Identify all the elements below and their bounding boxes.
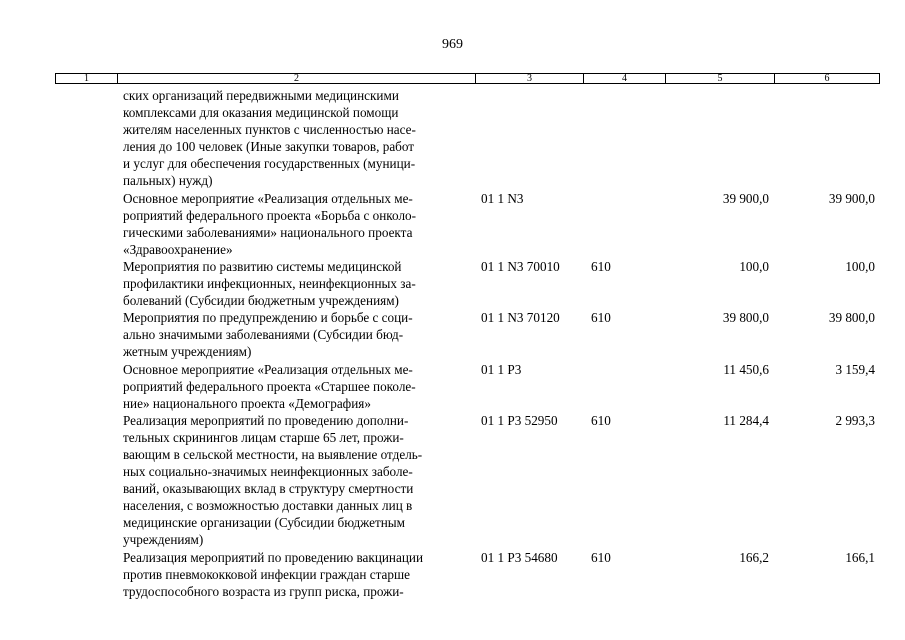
- table-cell-code: [475, 87, 583, 190]
- column-header-5: 5: [666, 74, 775, 83]
- table-cell-name: Мероприятия по предупреждению и борьбе с соци- ально значимыми заболеваниями (Субсидии бюд- жетным учреждениям): [123, 310, 413, 360]
- table-cell-sum1: 11 450,6: [723, 361, 769, 377]
- table-cell-code: 01 1 N3: [481, 190, 524, 206]
- table-cell-sum2: [774, 87, 880, 190]
- table-cell-sum1: 166,2: [739, 549, 769, 565]
- table-cell-sum1: [665, 87, 774, 190]
- table-cell-name: ских организаций передвижными медицинскими комплексами для оказания медицинской помощи жителям населенных пунктов с численностью насе- ления до 100 человек (Иные закупки товаров, работ и услуг для обеспечения государственных (муници- пальных) нужд): [123, 88, 416, 189]
- table-cell-name: Основное мероприятие «Реализация отдельных ме- роприятий федерального проекта «Борьба с онколо- гическими заболеваниями» национального проекта «Здравоохранение»: [123, 190, 417, 257]
- table-cell-sum2: 2 993,3: [835, 412, 875, 428]
- table-cell-sum2: 39 800,0: [828, 310, 875, 326]
- table-cell-empty: [55, 87, 117, 190]
- table-row: [55, 549, 880, 600]
- table-cell-sum1: 39 800,0: [722, 310, 769, 326]
- table-cell-sum1: 100,0: [739, 258, 769, 274]
- table-cell-code: 01 1 P3 52950: [481, 412, 558, 428]
- table-cell-sum2: 39 900,0: [828, 190, 875, 206]
- table-cell-type: 610: [591, 549, 611, 565]
- table-cell-type: 610: [591, 258, 611, 274]
- table-cell-type: 610: [591, 310, 611, 326]
- column-header-1: 1: [56, 74, 118, 83]
- table-cell-name: Основное мероприятие «Реализация отдельных ме- роприятий федерального проекта «Старшее поколе- ние» национального проекта «Демография»: [123, 361, 416, 411]
- table-cell-empty: [55, 361, 117, 412]
- table-cell-empty: [55, 258, 117, 309]
- table-row: [55, 361, 880, 412]
- table-cell-code: 01 1 N3 70120: [481, 310, 560, 326]
- table-header-row: [55, 73, 880, 84]
- table-body: [55, 87, 880, 600]
- page-number: 969: [442, 37, 463, 52]
- table-cell-type: [583, 361, 665, 412]
- table-cell-sum2: 166,1: [845, 549, 875, 565]
- table-row: [55, 412, 880, 549]
- table-cell-empty: [55, 549, 117, 600]
- table-cell-type: [583, 87, 665, 190]
- column-header-4: 4: [584, 74, 666, 83]
- table-cell-sum1: 11 284,4: [723, 412, 769, 428]
- table-cell-name: Мероприятия по развитию системы медицинской профилактики инфекционных, неинфекционных за- болеваний (Субсидии бюджетным учреждениям): [123, 258, 416, 309]
- table-cell-sum2: 100,0: [845, 258, 875, 274]
- table-cell-name: Реализация мероприятий по проведению дополни- тельных скринингов лицам старше 65 лет, прожи- вающим в сельской местности, на выявление отдель- ных социально-значимых неинфекционных заболе- ваний, оказывающих вклад в структуру смертности населения, с возможностью доставки данных лиц в медицинские организации (Субсидии бюджетным учреждениям): [123, 412, 423, 548]
- table-cell-code: 01 1 P3 54680: [481, 549, 558, 565]
- table-cell-empty: [55, 412, 117, 549]
- table-row: [55, 258, 880, 309]
- table-cell-code: 01 1 P3: [481, 361, 522, 377]
- column-header-2: 2: [118, 74, 476, 83]
- table-cell-type: 610: [591, 412, 611, 428]
- table-cell-sum1: 39 900,0: [722, 190, 769, 206]
- table-row: [55, 190, 880, 258]
- table-cell-code: 01 1 N3 70010: [481, 258, 560, 274]
- column-header-3: 3: [476, 74, 584, 83]
- column-header-6: 6: [824, 73, 830, 84]
- table-cell-name: Реализация мероприятий по проведению вакцинации против пневмококковой инфекции граждан старше трудоспособного возраста из групп риска, прожи-: [123, 549, 424, 599]
- table-cell-empty: [55, 309, 117, 360]
- table-cell-sum2: 3 159,4: [835, 361, 875, 377]
- table-cell-empty: [55, 190, 117, 258]
- table-cell-type: [583, 190, 665, 258]
- table-row: [55, 309, 880, 360]
- table-row: [55, 87, 880, 190]
